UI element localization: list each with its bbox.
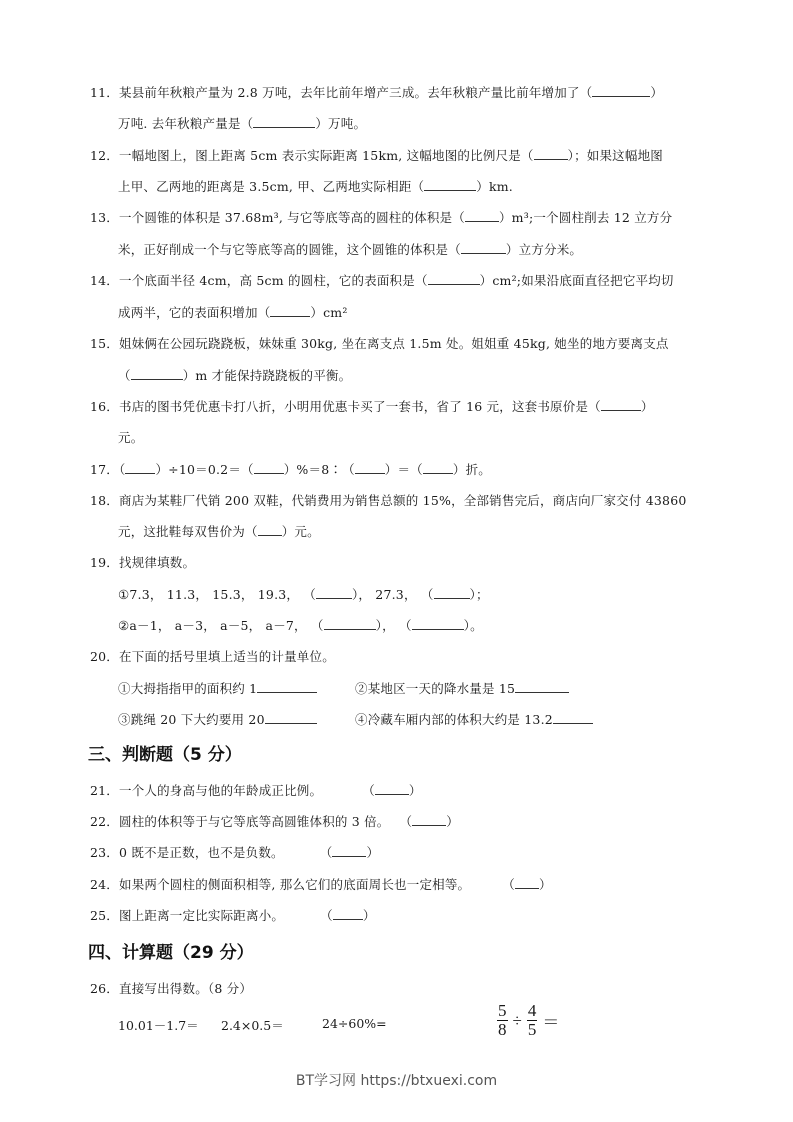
question-text: 17．（ — [90, 462, 126, 477]
question-text: 元。 — [118, 430, 144, 445]
question-text: ）cm²;如果沿底面直径把它平均切 — [479, 273, 674, 288]
question-text: ）÷10＝0.2＝（ — [155, 462, 254, 477]
bracket: （ — [362, 783, 375, 798]
answer-blank[interactable] — [355, 462, 385, 474]
question-text: ）， 27.3， （ — [351, 587, 434, 602]
question-text: 21．一个人的身高与他的年龄成正比例。 — [90, 783, 323, 798]
question-text: 22．圆柱的体积等于与它等底等高圆锥体积的 3 倍。 — [90, 814, 390, 829]
numerator: 4 — [527, 1001, 537, 1020]
question-text: ）。 — [463, 618, 483, 633]
question-text: ）km. — [476, 179, 513, 194]
question-text: ）元。 — [281, 524, 320, 539]
answer-blank[interactable] — [601, 399, 641, 411]
question-12-line-2 — [118, 177, 513, 195]
section-4-title: 四、计算题（29 分） — [88, 943, 254, 963]
bracket: （ — [399, 814, 413, 829]
question-text: ）cm² — [310, 305, 348, 320]
question-text: 米，正好削成一个与它等底等高的圆锥，这个圆锥的体积是（ — [118, 242, 461, 257]
answer-blank[interactable] — [253, 116, 315, 128]
answer-blank[interactable] — [270, 305, 310, 317]
judge-item-21 — [90, 781, 422, 799]
equals-sign: ＝ — [542, 1013, 560, 1032]
judge-item-24 — [90, 875, 552, 893]
question-text: ） — [640, 399, 654, 414]
numerator: 5 — [498, 1001, 507, 1020]
question-text: ）， （ — [375, 618, 412, 633]
question-text: 13．一个圆锥的体积是 37.68m³, 与它等底等高的圆柱的体积是（ — [90, 210, 465, 225]
answer-blank[interactable] — [265, 712, 317, 724]
question-11-line-2 — [118, 114, 366, 132]
bracket: ） — [366, 845, 380, 860]
question-15-line-1 — [90, 334, 669, 352]
question-text: 15．姐妹俩在公园玩跷跷板，妹妹重 30kg, 坐在离支点 1.5m 处。姐姐重 45kg, 她坐的地方要离支点 — [90, 336, 669, 351]
answer-blank[interactable] — [257, 681, 317, 693]
fraction-5-8 — [497, 1002, 508, 1039]
question-text: 25．图上距离一定比实际距离小。 — [90, 908, 285, 923]
bracket: （ — [319, 845, 333, 860]
answer-blank[interactable] — [412, 618, 464, 630]
question-text: 24．如果两个圆柱的侧面积相等, 那么它们的底面周长也一定相等。 — [90, 877, 471, 892]
question-text: （ — [118, 368, 131, 383]
answer-blank[interactable] — [258, 524, 282, 536]
question-text: ）m 才能保持跷跷板的平衡。 — [182, 368, 352, 383]
answer-blank[interactable] — [125, 462, 155, 474]
question-text: 元，这批鞋每双售价为（ — [118, 524, 258, 539]
answer-blank[interactable] — [316, 587, 352, 599]
question-text: 20．在下面的括号里填上适当的计量单位。 — [90, 649, 335, 664]
question-text: ）万吨。 — [315, 116, 367, 131]
question-16-line-1 — [90, 397, 654, 415]
question-20-item-4 — [355, 710, 593, 728]
question-text: 14．一个底面半径 4cm，高 5cm 的圆柱，它的表面积是（ — [90, 273, 428, 288]
question-text: 上甲、乙两地的距离是 3.5cm, 甲、乙两地实际相距（ — [118, 179, 425, 194]
question-19-title — [90, 553, 195, 571]
question-16-line-2 — [118, 428, 143, 446]
bracket: （ — [502, 877, 515, 892]
question-15-line-2 — [118, 366, 351, 384]
calc-expression-3: 24÷60%= — [322, 1016, 387, 1031]
question-text: 成两半，它的表面积增加（ — [118, 305, 271, 320]
question-19-row-2 — [118, 616, 483, 634]
question-text: ②a－1， a－3， a－5， a－7， （ — [118, 618, 324, 633]
answer-blank[interactable] — [375, 783, 409, 795]
question-17 — [90, 460, 491, 478]
question-text: 万吨. 去年秋粮产量是（ — [118, 116, 254, 131]
question-text: ）m³;一个圆柱削去 12 立方分 — [498, 210, 673, 225]
question-18-line-2 — [118, 522, 320, 540]
question-text: ①7.3， 11.3， 15.3， 19.3， （ — [118, 587, 316, 602]
answer-blank[interactable] — [515, 877, 539, 889]
question-11-line-1 — [90, 83, 663, 101]
answer-blank[interactable] — [465, 210, 499, 222]
fraction-4-5 — [527, 1002, 538, 1039]
question-13-line-2 — [118, 240, 582, 258]
answer-blank[interactable] — [333, 908, 363, 920]
question-12-line-1 — [90, 146, 663, 164]
answer-blank[interactable] — [332, 845, 366, 857]
footer-watermark: BT学习网 https://btxuexi.com — [295, 1073, 498, 1089]
question-13-line-1 — [90, 208, 672, 226]
question-text: ）＝（ — [384, 462, 423, 477]
calc-expression-1: 10.01－1.7＝ — [118, 1018, 199, 1033]
denominator: 8 — [498, 1020, 507, 1039]
bracket: ） — [538, 877, 552, 892]
judge-item-22 — [90, 812, 459, 830]
judge-item-25 — [90, 906, 376, 924]
divide-operator: ÷ — [512, 1010, 522, 1030]
answer-blank[interactable] — [131, 368, 183, 380]
bracket: （ — [320, 908, 333, 923]
judge-item-23 — [90, 843, 379, 861]
question-20-item-1 — [118, 679, 317, 697]
question-text: 16．书店的图书凭优惠卡打八折，小明用优惠卡买了一套书，省了 16 元，这套书原价是（ — [90, 399, 601, 414]
question-text: ③跳绳 20 下大约要用 20 — [118, 712, 265, 727]
question-text: 19．找规律填数。 — [90, 555, 196, 570]
answer-blank[interactable] — [324, 618, 376, 630]
question-text: ④冷藏车厢内部的体积大约是 13.2 — [355, 712, 553, 727]
question-text: ）； — [469, 587, 489, 602]
question-20-title — [90, 647, 335, 665]
question-text: ①大拇指指甲的面积约 1 — [118, 681, 258, 696]
question-18-line-1 — [90, 491, 687, 509]
question-text: 26．直接写出得数。（8 分） — [90, 981, 253, 996]
question-text: 12．一幅地图上，图上距离 5cm 表示实际距离 15km, 这幅地图的比例尺是（ — [90, 148, 534, 163]
answer-blank[interactable] — [254, 462, 284, 474]
answer-blank[interactable] — [434, 587, 470, 599]
question-text: ）；如果这幅地图 — [567, 148, 663, 163]
calc-expression-4-fraction — [495, 1002, 562, 1039]
question-20-item-2 — [355, 679, 569, 697]
calc-expression-2: 2.4×0.5＝ — [221, 1018, 284, 1033]
question-text: ）立方分米。 — [505, 242, 583, 257]
question-text: ）%＝8∶（ — [283, 462, 355, 477]
answer-blank[interactable] — [428, 273, 480, 285]
answer-blank[interactable] — [592, 85, 650, 97]
bracket: ） — [446, 814, 459, 829]
section-3-title: 三、判断题（5 分） — [88, 745, 242, 765]
question-14-line-1 — [90, 271, 674, 289]
question-14-line-2 — [118, 303, 348, 321]
answer-blank[interactable] — [424, 179, 476, 191]
answer-blank[interactable] — [461, 242, 506, 254]
question-text: ） — [650, 85, 664, 100]
answer-blank[interactable] — [423, 462, 453, 474]
bracket: ） — [408, 783, 422, 798]
answer-blank[interactable] — [515, 681, 569, 693]
question-text: 23．0 既不是正数，也不是负数。 — [90, 845, 284, 860]
answer-blank[interactable] — [553, 712, 593, 724]
question-20-item-3 — [118, 710, 317, 728]
question-text: 11．某县前年秋粮产量为 2.8 万吨，去年比前年增产三成。去年秋粮产量比前年增加了（ — [90, 85, 593, 100]
question-text: ）折。 — [452, 462, 491, 477]
question-19-row-1 — [118, 585, 489, 603]
denominator: 5 — [527, 1020, 537, 1039]
question-text: 18．商店为某鞋厂代销 200 双鞋，代销费用为销售总额的 15%，全部销售完后，商店向厂家交付 43860 — [90, 493, 687, 508]
question-26-title — [90, 979, 252, 997]
answer-blank[interactable] — [412, 814, 446, 826]
answer-blank[interactable] — [534, 148, 568, 160]
bracket: ） — [362, 908, 376, 923]
question-text: ②某地区一天的降水量是 15 — [355, 681, 516, 696]
